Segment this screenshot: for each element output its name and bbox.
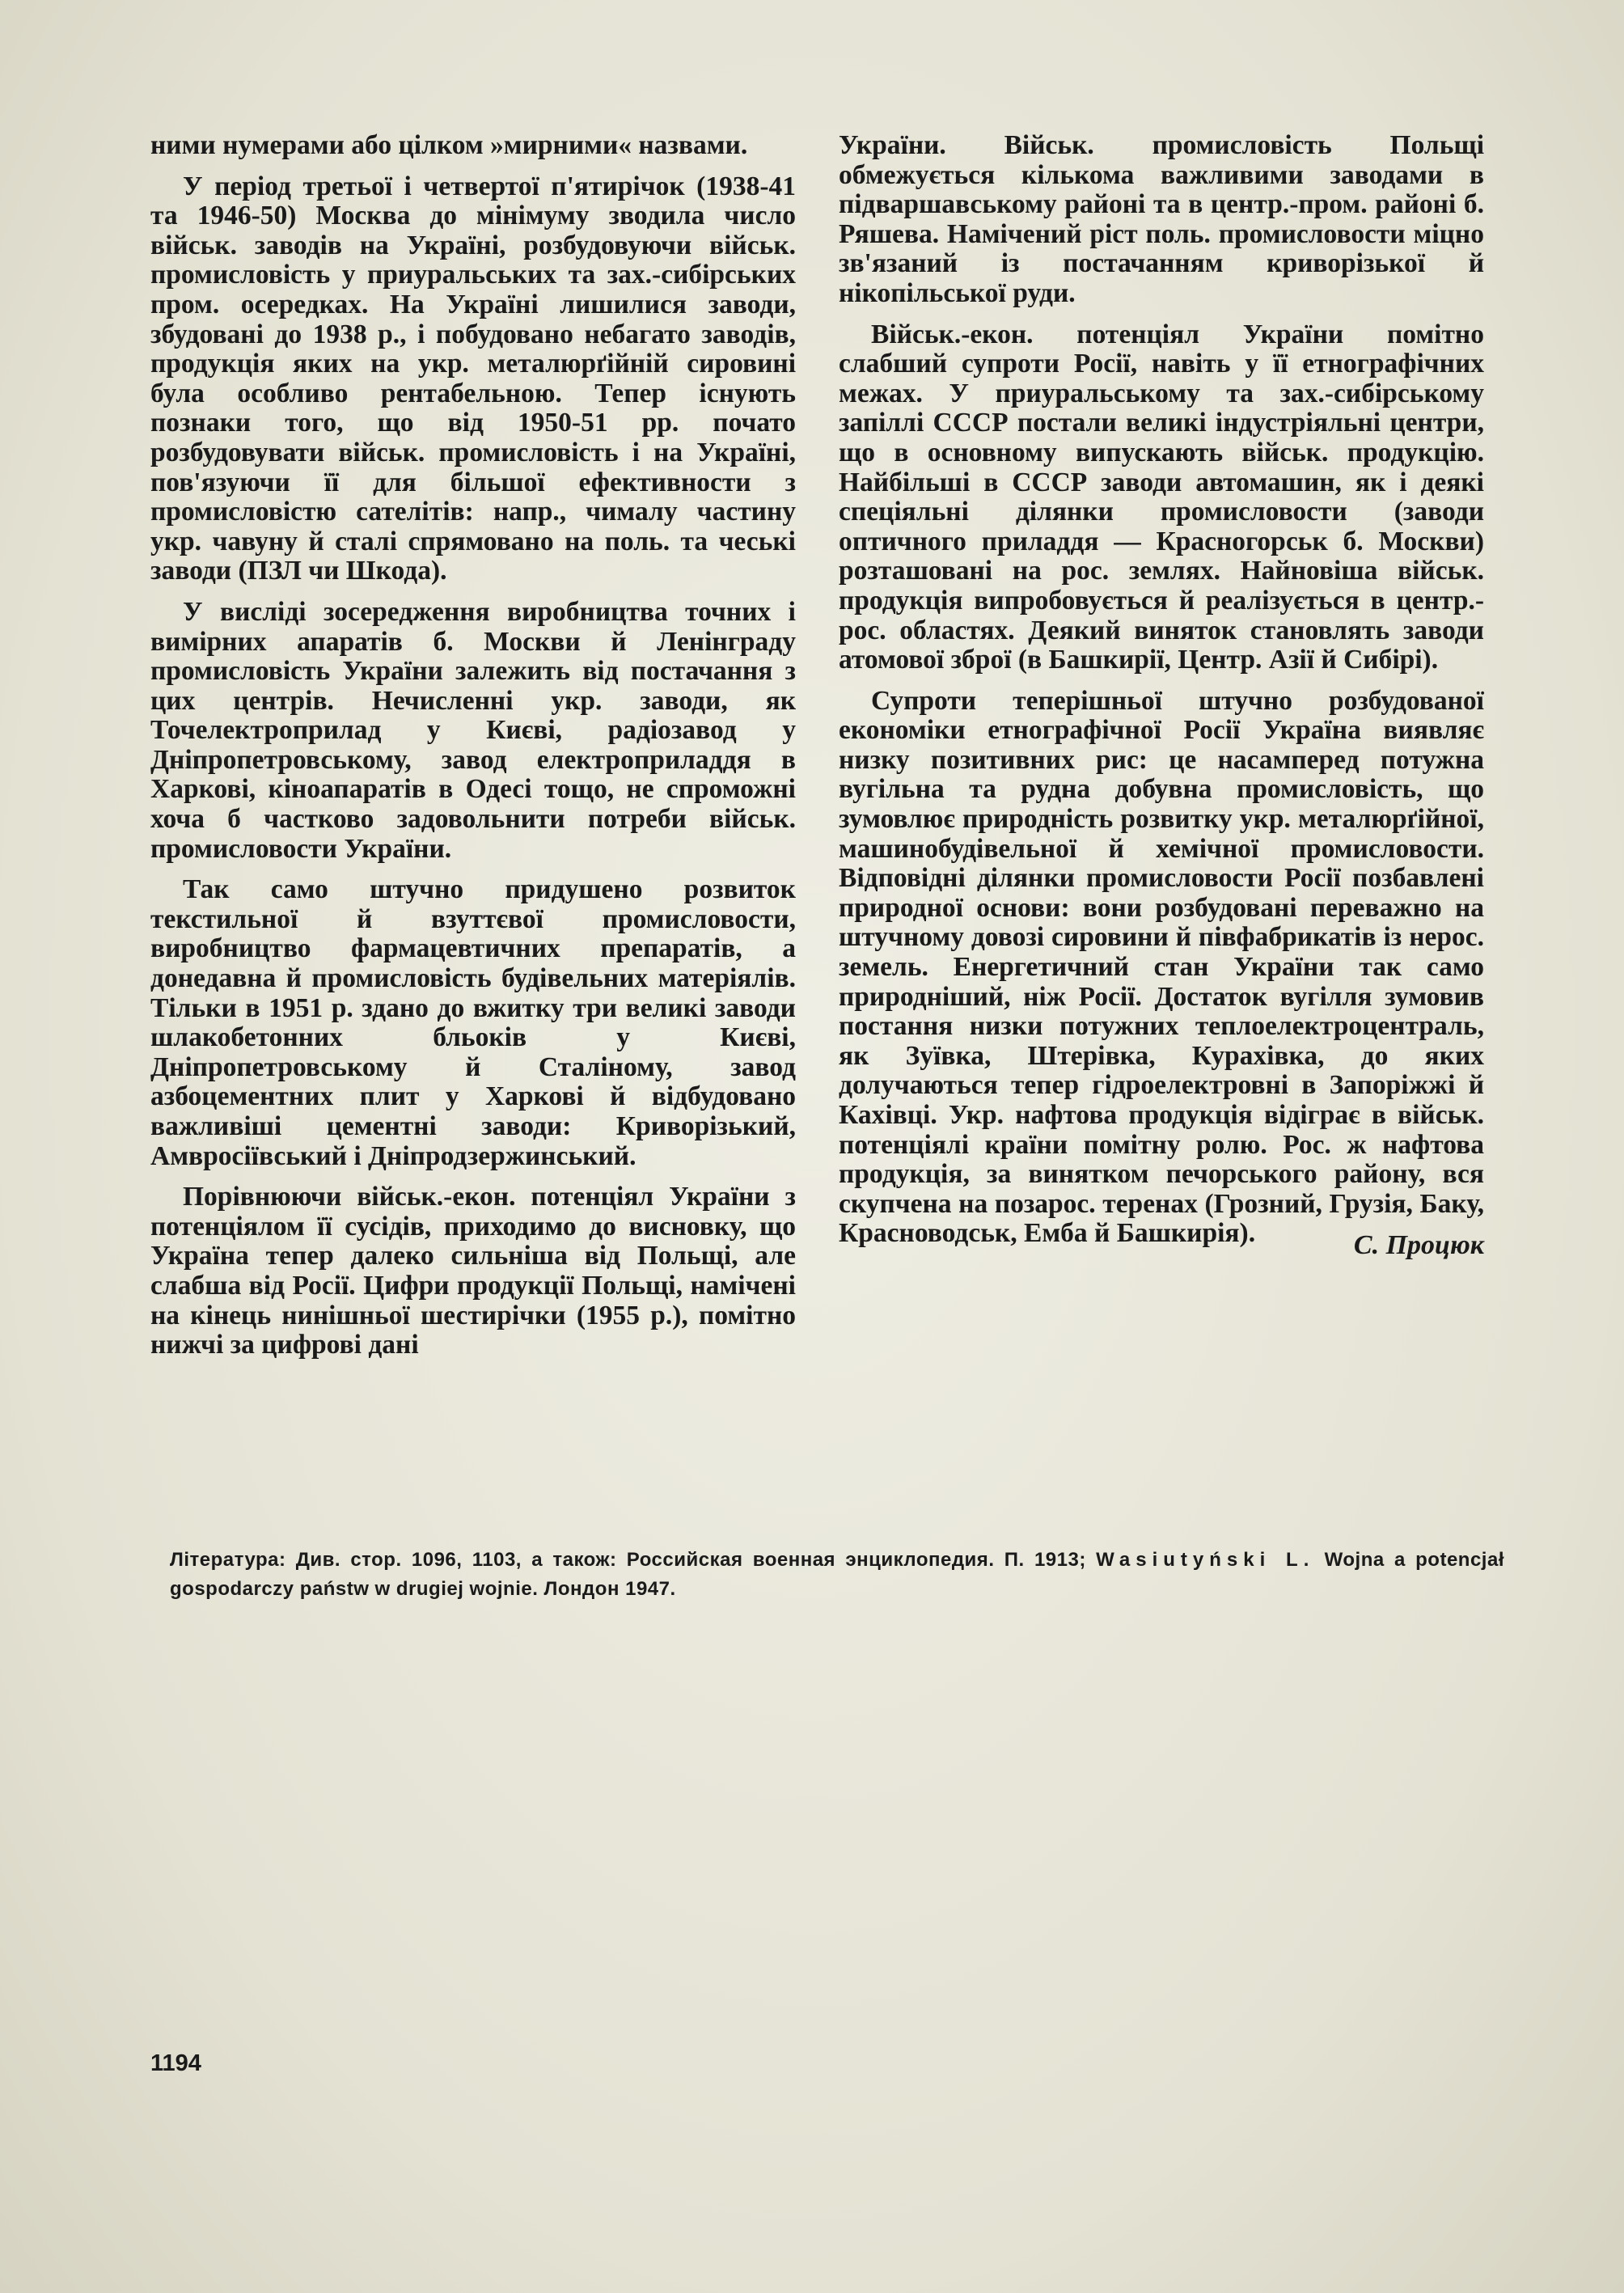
paragraph: У висліді зосередження виробництва точних і вимірних апаратів б. Москви й Ленінграду промисловість України залежить від постачання з цих центрів. Нечисленні укр. заводи, як Точелектроприлад у Києві, радіозавод у Дніпропетровському, завод електроприладдя в Харкові, кіноапаратів в Одесі тощо, не спроможні хоча б частково задовольнити потреби військ. промисловости України.	[150, 596, 796, 864]
literature-references	[170, 1546, 1504, 1604]
paragraph: Військ.-екон. потенціял України помітно слабший супроти Росії, навіть у її етнографічних межах. У приуральському та зах.-сибірському запіллі СССР постали великі індустріяльні центри, що в основному випускають військ. продукцію. Найбільші в СССР заводи автомашин, як і деякі спеціяльні ділянки промисловости (заводи оптичного приладдя — Красногорськ б. Москви) розташовані на рос. землях. Найновіша військ. продукція випробовується й реалізується в центр.-рос. областях. Деякий виняток становлять заводи атомової зброї (в Башкирії, Центр. Азії й Сибірі).	[839, 319, 1484, 675]
literature-text-end: Wojna a potencjał gospodarczy państw w drugiej wojnie. Лондон 1947.	[170, 1549, 1504, 1600]
right-column	[839, 131, 1484, 1261]
paragraph: Так само штучно придушено розвиток текстильної й взуттєвої промисловости, виробництво фармацевтичних препаратів, а донедавна й промисловість будівельних матеріялів. Тільки в 1951 р. здано до вжитку три великі заводи шлакобетонних бльоків у Києві, Дніпропетровському й Сталіному, завод азбоцементних плит у Харкові й відбудовано важливіші цементні заводи: Криворізький, Амвросіївський і Дніпродзержинський.	[150, 874, 796, 1171]
literature-label: Література:	[170, 1549, 286, 1571]
left-column	[150, 131, 796, 1372]
author-signature: С. Процюк	[1353, 1229, 1484, 1260]
paragraph: Супроти теперішньої штучно розбудованої економіки етнографічної Росії Україна виявляє низку позитивних рис: це насамперед потужна вугільна та рудна добувна промисловість, що зумовлює природність розвитку укр. металюрґійної, машинобудівельної й хемічної промисловости. Відповідні ділянки промисловости Росії позбавлені природної основи: вони розбудовані переважно на штучному довозі сировини й півфабрикатів із нерос. земель. Енергетичний стан України так само природніший, ніж Росії. Достаток вугілля зумовив постання низки потужних теплоелектроцентраль, як Зуївка, Штерівка, Курахівка, до яких долучаються тепер гідроелектровні в Запоріжжі й Кахівці. Укр. нафтова продукція відіграє в військ. потенціялі країни помітну ролю. Рос. ж нафтова продукція, за винятком печорського району, вся скупчена на позарос. теренах (Грозний, Грузія, Баку, Красноводськ, Емба й Башкирія).	[839, 685, 1484, 1249]
paragraph: ними нумерами або цілком »мирними« назвами.	[150, 130, 748, 160]
literature-author: Wasiutyński L.	[1096, 1549, 1315, 1571]
paragraph: У період третьої і четвертої п'ятирічок (1938-41 та 1946-50) Москва до мінімуму зводила число військ. заводів на Україні, розбудовуючи військ. промисловість у приуральських та зах.-сибірських пром. осередках. На Україні лишилися заводи, збудовані до 1938 р., і побудовано небагато заводів, продукція яких на укр. металюрґійній сировині була особливо рентабельною. Тепер існують познаки того, що від 1950-51 рр. почато розбудовувати військ. промисловість і на Україні, пов'язуючи її для більшої ефективности з промисловістю сателітів: напр., чималу частину укр. чавуну й сталі спрямовано на поль. та чеські заводи (ПЗЛ чи Шкода).	[150, 171, 796, 586]
page-number: 1194	[150, 2050, 201, 2076]
paragraph: України. Військ. промисловість Польщі обмежується кількома важливими заводами в підваршавському районі та в центр.-пром. районі б. Ряшева. Намічений ріст поль. промисловости міцно зв'язаний із постачанням криворізької й нікопільської руди.	[839, 130, 1484, 308]
literature-text: Див. стор. 1096, 1103, а також: Российская военная энциклопедия. П. 1913;	[285, 1549, 1097, 1571]
paragraph: Порівнюючи військ.-екон. потенціял України з потенціялом її сусідів, приходимо до висновку, що Україна тепер далеко сильніша від Польщі, але слабша від Росії. Цифри продукції Польщі, намічені на кінець нинішньої шестирічки (1955 р.), помітно нижчі за цифрові дані	[150, 1182, 796, 1360]
